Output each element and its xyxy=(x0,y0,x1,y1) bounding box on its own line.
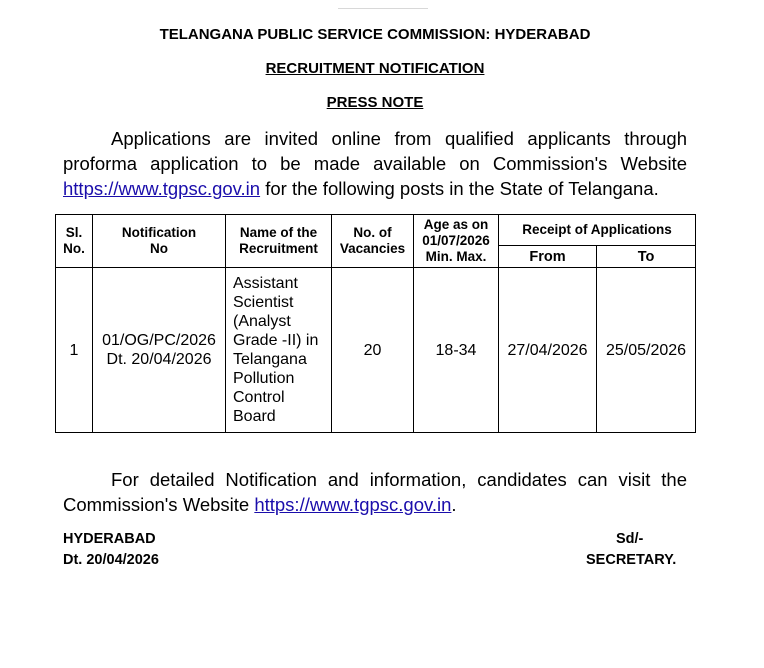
footer-place-date xyxy=(63,529,159,571)
header-from: From xyxy=(499,246,597,268)
intro-line-3 xyxy=(63,176,687,201)
header-receipt-of-applications: Receipt of Applications xyxy=(499,215,696,246)
top-divider xyxy=(338,8,428,9)
cell-post-name: Assistant Scientist (Analyst Grade -II) in Telangana Pollution Control Board xyxy=(226,268,332,433)
intro-line-2: proforma application to be made available on Commission's Website xyxy=(63,153,687,174)
commission-title: TELANGANA PUBLIC SERVICE COMMISSION: HYDERABAD xyxy=(159,26,591,43)
header-age: Age as on 01/07/2026 Min. Max. xyxy=(414,215,499,268)
closing-period: . xyxy=(451,494,457,515)
closing-line-2 xyxy=(63,492,687,517)
footer-signature-block xyxy=(586,529,676,571)
cell-from-date: 27/04/2026 xyxy=(499,268,597,433)
intro-paragraph xyxy=(63,126,687,201)
header-to: To xyxy=(597,246,696,268)
closing-website-link[interactable]: https://www.tgpsc.gov.in xyxy=(254,494,452,515)
posts-table xyxy=(55,214,696,433)
intro-line-1: Applications are invited online from qualified applicants through xyxy=(111,128,687,149)
header-post-name: Name of the Recruitment xyxy=(226,215,332,268)
closing-line-1: For detailed Notification and information, candidates can visit the xyxy=(111,469,687,490)
recruitment-notification-heading: RECRUITMENT NOTIFICATION xyxy=(265,60,485,77)
closing-paragraph xyxy=(63,467,687,517)
cell-vacancies: 20 xyxy=(332,268,414,433)
footer-designation: SECRETARY. xyxy=(586,552,677,568)
press-note-heading: PRESS NOTE xyxy=(326,94,424,111)
table-row xyxy=(56,268,696,433)
cell-age: 18-34 xyxy=(414,268,499,433)
cell-notification-no: 01/OG/PC/2026 Dt. 20/04/2026 xyxy=(93,268,226,433)
cell-sl-no: 1 xyxy=(56,268,93,433)
footer-signature: Sd/- xyxy=(616,531,644,547)
closing-line-2-text: Commission's Website xyxy=(63,494,255,515)
intro-line-3-text: for the following posts in the State of Telangana. xyxy=(260,178,659,199)
footer-place: HYDERABAD xyxy=(63,531,156,547)
header-notification-no: Notification No xyxy=(93,215,226,268)
table-header-row xyxy=(56,215,696,246)
header-sl-no: Sl. No. xyxy=(56,215,93,268)
footer-date: Dt. 20/04/2026 xyxy=(63,552,159,568)
header-vacancies: No. of Vacancies xyxy=(332,215,414,268)
cell-to-date: 25/05/2026 xyxy=(597,268,696,433)
website-link[interactable]: https://www.tgpsc.gov.in xyxy=(63,178,261,199)
